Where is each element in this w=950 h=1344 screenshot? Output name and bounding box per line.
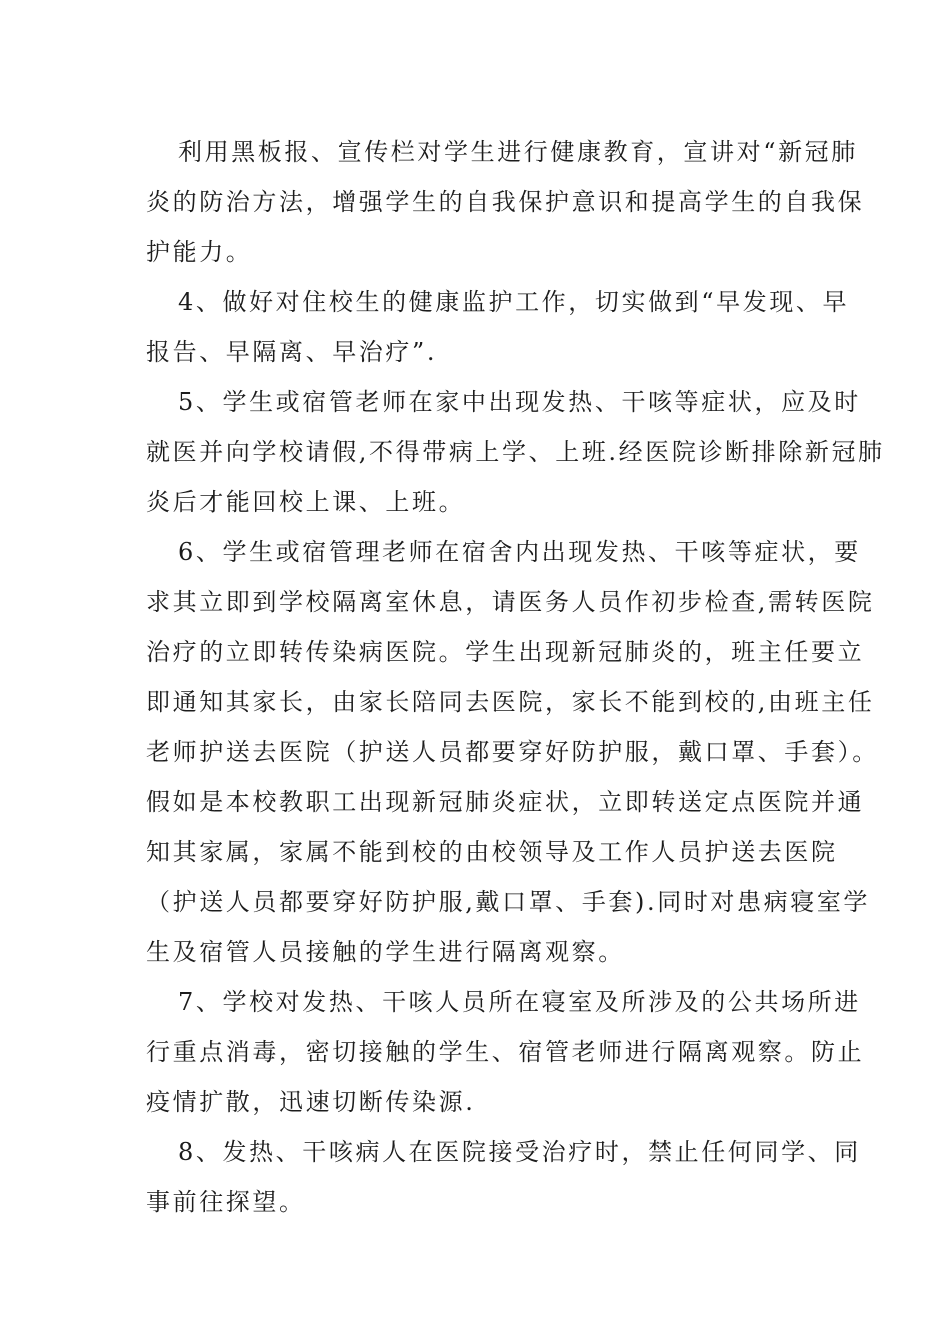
text-line: 行重点消毒，密切接触的学生、宿管老师进行隔离观察。防止 <box>146 1038 865 1066</box>
text-line: 6、学生或宿管理老师在宿舍内出现发热、干咳等症状，要 <box>178 538 861 566</box>
text-line: 生及宿管人员接触的学生进行隔离观察。 <box>146 938 625 966</box>
text-line: 4、做好对住校生的健康监护工作，切实做到“早发现、早 <box>178 288 850 316</box>
text-line: 知其家属，家属不能到校的由校领导及工作人员护送去医院 <box>146 838 838 866</box>
text-line: 事前往探望。 <box>146 1188 306 1216</box>
text-line: 就医并向学校请假,不得带病上学、上班.经医院诊断排除新冠肺 <box>146 438 885 466</box>
text-line: 假如是本校教职工出现新冠肺炎症状，立即转送定点医院并通 <box>146 788 865 816</box>
text-line: 5、学生或宿管老师在家中出现发热、干咳等症状，应及时 <box>178 388 861 416</box>
text-line: 8、发热、干咳病人在医院接受治疗时，禁止任何同学、同 <box>178 1138 861 1166</box>
text-line: 利用黑板报、宣传栏对学生进行健康教育，宣讲对“新冠肺 <box>178 138 858 166</box>
text-line: 疫情扩散，迅速切断传染源. <box>146 1088 476 1116</box>
text-line: 7、学校对发热、干咳人员所在寝室及所涉及的公共场所进 <box>178 988 861 1016</box>
text-line: 治疗的立即转传染病医院。学生出现新冠肺炎的，班主任要立 <box>146 638 865 666</box>
text-line: 老师护送去医院（护送人员都要穿好防护服，戴口罩、手套）。 <box>146 738 879 766</box>
text-line: 炎的防治方法，增强学生的自我保护意识和提高学生的自我保 <box>146 188 865 216</box>
text-line: （护送人员都要穿好防护服,戴口罩、手套).同时对患病寝室学 <box>146 888 871 916</box>
text-line: 护能力。 <box>146 238 253 266</box>
text-line: 炎后才能回校上课、上班。 <box>146 488 466 516</box>
text-line: 求其立即到学校隔离室休息，请医务人员作初步检查,需转医院 <box>146 588 875 616</box>
text-line: 报告、早隔离、早治疗”. <box>146 338 438 366</box>
text-line: 即通知其家长，由家长陪同去医院，家长不能到校的,由班主任 <box>146 688 875 716</box>
